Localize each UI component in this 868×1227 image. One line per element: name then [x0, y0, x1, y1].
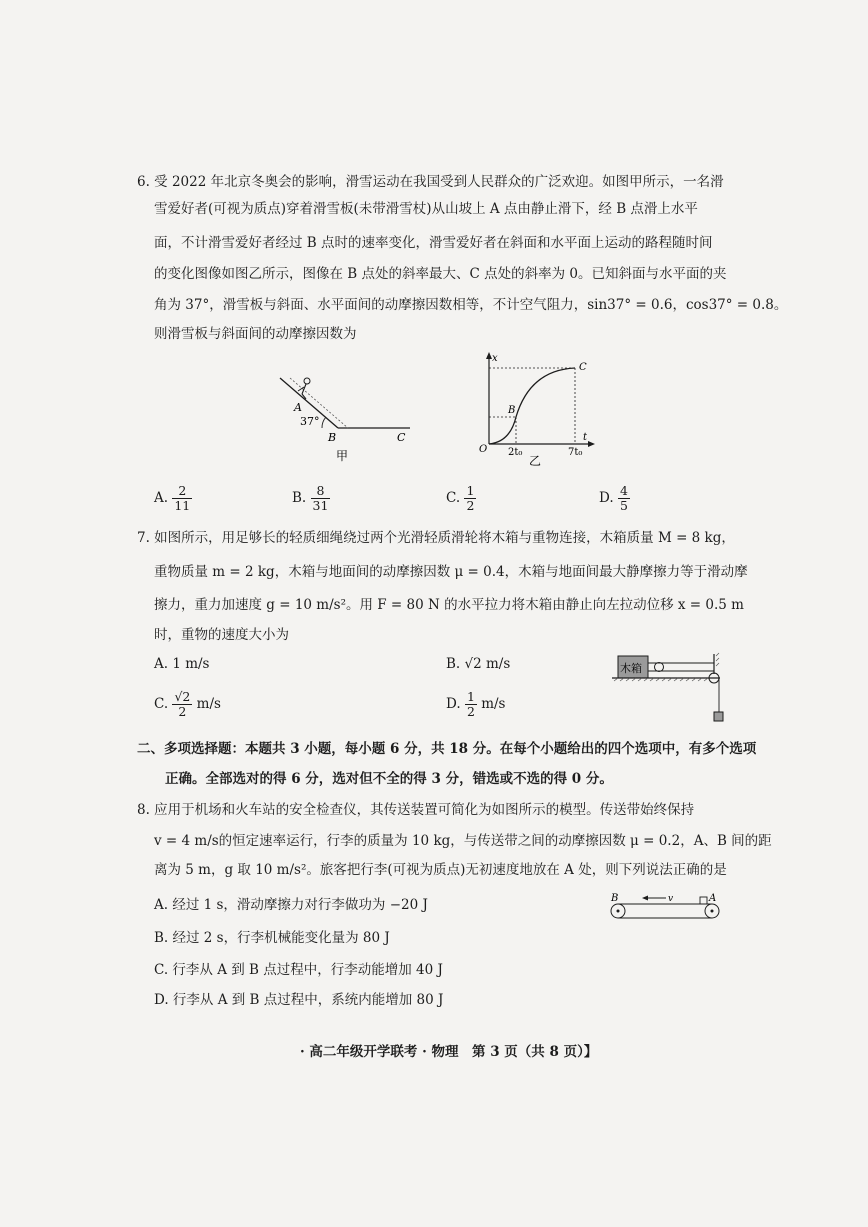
q7-option-c[interactable] [154, 690, 221, 719]
q6-line: 角为 37°，滑雪板与斜面、水平面间的动摩擦因数相等，不计空气阻力，sin37° = 0.6，cos37° = 0.8。 [154, 297, 788, 313]
fig-yi-t-axis: t [583, 432, 588, 443]
q8-option-c[interactable]: C. 行李从 A 到 B 点过程中，行李动能增加 40 J [154, 962, 443, 978]
fraction-denominator: 2 [466, 704, 475, 719]
fraction-denominator: 11 [174, 498, 191, 513]
q6-option-d[interactable] [599, 484, 630, 513]
q6-option-b[interactable] [292, 484, 330, 513]
fig-jia-label-c: C [397, 431, 406, 444]
option-fraction [172, 484, 192, 513]
q6-line: 雪爱好者(可视为质点)穿着滑雪板(未带滑雪杖)从山坡上 A 点由静止滑下，经 B 点滑上水平 [154, 201, 698, 217]
section-2-header: 二、多项选择题：本题共 3 小题，每小题 6 分，共 18 分。在每个小题给出的四个选项中，有多个选项 [137, 741, 757, 757]
q8-line: 离为 5 m，g 取 10 m/s²。旅客把行李(可视为质点)无初速度地放在 A 处，则下列说法正确的是 [154, 862, 727, 878]
fig-jia-angle: 37° [300, 415, 320, 428]
q7-line: 7. 如图所示，用足够长的轻质细绳绕过两个光滑轻质滑轮将木箱与重物连接，木箱质量 M = 8 kg， [137, 530, 735, 546]
q6-option-c[interactable] [446, 484, 476, 513]
q6-line: 的变化图像如图乙所示，图像在 B 点处的斜率最大、C 点处的斜率为 0。已知斜面与水平面的夹 [154, 266, 727, 282]
option-letter: B. [292, 490, 307, 506]
figure-jia-slope [270, 370, 420, 465]
option-unit: m/s [196, 696, 221, 712]
q6-line: 则滑雪板与斜面间的动摩擦因数为 [154, 326, 357, 342]
option-fraction [465, 690, 477, 719]
option-letter: C. [446, 490, 461, 506]
q7-line: 时，重物的速度大小为 [154, 627, 289, 643]
q8-line: 8. 应用于机场和火车站的安全检查仪，其传送装置可简化为如图所示的模型。传送带始终保持 [137, 802, 695, 818]
fraction-denominator: 2 [466, 498, 475, 513]
fraction-numerator: 1 [466, 483, 475, 498]
q8-option-d[interactable]: D. 行李从 A 到 B 点过程中，系统内能增加 80 J [154, 992, 444, 1008]
option-letter: A. [154, 490, 169, 506]
fig-yi-tick-2t0: 2t₀ [508, 447, 523, 458]
q7-line: 擦力，重力加速度 g = 10 m/s²。用 F = 80 N 的水平拉力将木箱由静止向左拉动位移 x = 0.5 m [154, 597, 744, 613]
fraction-numerator: 1 [466, 689, 475, 704]
q6-line: 6. 受 2022 年北京冬奥会的影响，滑雪运动在我国受到人民群众的广泛欢迎。如图甲所示，一名滑 [137, 174, 724, 190]
fig-yi-label-b: B [508, 405, 516, 416]
fraction-numerator: 2 [172, 484, 192, 499]
q6-option-a[interactable] [154, 484, 192, 513]
q7-option-b[interactable]: B. √2 m/s [446, 656, 511, 672]
option-fraction [172, 690, 192, 719]
fraction-numerator: 4 [619, 483, 628, 498]
q8-line: v = 4 m/s的恒定速率运行，行李的质量为 10 kg，与传送带之间的动摩擦因数 μ = 0.2，A、B 间的距 [154, 833, 772, 849]
q7-line: 重物质量 m = 2 kg，木箱与地面间的动摩擦因数 μ = 0.4，木箱与地面间最大静摩擦力等于滑动摩 [154, 564, 748, 580]
q7-option-a[interactable]: A. 1 m/s [154, 656, 210, 672]
fig-jia-label-a: A [294, 401, 302, 414]
q8-option-b[interactable]: B. 经过 2 s，行李机械能变化量为 80 J [154, 930, 390, 946]
conveyor-label-v: v [668, 894, 674, 904]
figure-box-pulley [610, 648, 730, 728]
option-fraction [464, 484, 476, 513]
conveyor-label-b: B [611, 893, 619, 904]
fraction-denominator: 5 [619, 498, 628, 513]
section-2-instructions: 正确。全部选对的得 6 分，选对但不全的得 3 分，错选或不选的得 0 分。 [165, 771, 613, 787]
fig-yi-origin: O [479, 444, 488, 455]
q7-option-d[interactable] [446, 690, 505, 719]
page-footer: · 高二年级开学联考 · 物理 第 3 页（共 8 页）】 [300, 1044, 598, 1060]
fig-yi-label-c: C [579, 362, 587, 373]
option-unit: m/s [481, 696, 506, 712]
fig-yi-tick-7t0: 7t₀ [568, 447, 583, 458]
fig-jia-label-b: B [328, 431, 337, 444]
q6-line: 面，不计滑雪爱好者经过 B 点时的速率变化，滑雪爱好者在斜面和水平面上运动的路程随时间 [154, 235, 713, 251]
q8-option-a[interactable]: A. 经过 1 s，滑动摩擦力对行李做功为 −20 J [154, 897, 428, 913]
option-letter: D. [446, 696, 461, 712]
figure-conveyor [608, 890, 728, 924]
option-letter: D. [599, 490, 614, 506]
fraction-numerator: √2 [174, 689, 191, 704]
fig-yi-x-axis: x [492, 353, 498, 364]
option-fraction [311, 484, 331, 513]
fraction-denominator: 31 [312, 498, 329, 513]
figure-yi-graph [475, 352, 595, 467]
fig-yi-caption: 乙 [529, 454, 542, 467]
option-letter: C. [154, 696, 169, 712]
conveyor-label-a: A [709, 893, 717, 904]
fraction-denominator: 2 [178, 704, 187, 719]
fraction-numerator: 8 [311, 484, 331, 499]
fig-jia-caption: 甲 [336, 449, 349, 463]
option-fraction [618, 484, 630, 513]
box-label: 木箱 [620, 662, 642, 675]
